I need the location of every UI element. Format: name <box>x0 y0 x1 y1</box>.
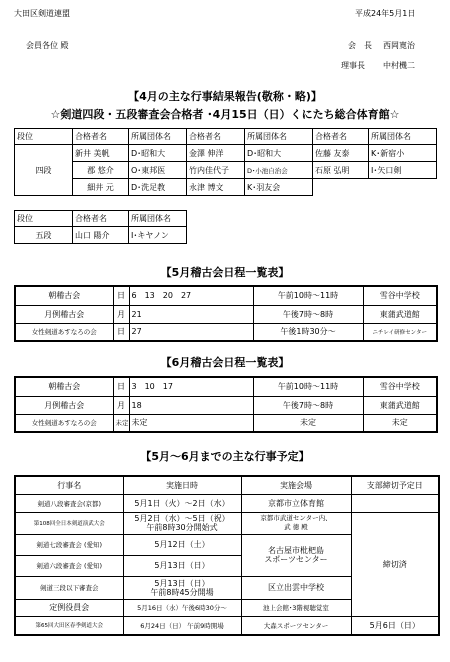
name-cell: 金澤 伸洋 <box>187 145 245 162</box>
report-title: 【4月の主な行事結果報告(敬称・略)】 <box>128 90 322 103</box>
weekday-cell: 月 <box>113 396 129 414</box>
event-venue-cell <box>241 534 351 576</box>
event-date-line: 午前8時45分開場 <box>150 587 214 597</box>
name-cell: 永津 博文 <box>187 179 245 196</box>
event-name-cell: 剣道八段審査会(京都) <box>15 494 123 512</box>
weekday-cell: 日 <box>113 377 129 396</box>
table-row <box>15 396 437 414</box>
table-row <box>15 145 437 162</box>
time-cell: 午前10時～11時 <box>253 377 363 396</box>
place-cell: ニチレイ研修センター <box>363 323 437 341</box>
header-cell: 支部締切予定日 <box>351 476 439 494</box>
name-cell: 竹内佳代子 <box>187 162 245 179</box>
name-cell: 石原 弘明 <box>313 162 369 179</box>
grade-cell: 四段 <box>15 145 73 196</box>
table-row <box>15 512 439 534</box>
event-venue-cell: 京都市立体育館 <box>241 494 351 512</box>
may-schedule-table <box>14 285 438 342</box>
weekday-cell: 未定 <box>113 414 129 432</box>
table-row <box>15 305 437 323</box>
deadline-cell: 5月6日（日） <box>351 616 439 635</box>
dates-cell: 21 <box>129 305 253 323</box>
weekday-cell: 日 <box>113 286 129 305</box>
event-date-cell <box>123 576 241 599</box>
weekday-cell: 日 <box>113 323 129 341</box>
header-cell: 段位 <box>15 211 73 227</box>
event-venue-cell: 区立出雲中学校 <box>241 576 351 599</box>
table-row <box>15 616 439 635</box>
event-date-line: 午前8時30分開始式 <box>146 523 218 532</box>
event-date-cell: 5月12日（土） <box>123 534 241 555</box>
header-cell: 段位 <box>15 129 73 145</box>
org-cell: D･洗足教 <box>129 179 187 196</box>
weekday-cell: 月 <box>113 305 129 323</box>
event-venue-line: 京都市武道センター内、 <box>260 514 332 522</box>
org-cell: O･東邦医 <box>129 162 187 179</box>
event-name-cell: 剣道三段以下審査会 <box>15 576 123 599</box>
grade-cell: 五段 <box>15 227 73 244</box>
june-schedule-table <box>14 376 438 433</box>
time-cell: 午後1時30分～ <box>253 323 363 341</box>
table-row <box>15 162 437 179</box>
table-row <box>15 179 437 196</box>
event-venue-cell: 池上会館･3階視聴覚室 <box>241 599 351 616</box>
event-name-cell: 女性剣道あすなろの会 <box>15 323 113 341</box>
dates-cell: 18 <box>129 396 253 414</box>
chair-name: 西岡寛治 <box>383 41 415 50</box>
header-cell: 所属団体名 <box>129 129 187 145</box>
event-date-cell: 6月24日（日） 午前9時開場 <box>123 616 241 635</box>
event-name-cell: 朝稽古会 <box>15 286 113 305</box>
org-cell: I･キヤノン <box>129 227 187 244</box>
event-date-cell: 5月16日（水）午後6時30分～ <box>123 599 241 616</box>
event-date-line: 5月2日（水）～5日（祝） <box>134 514 230 523</box>
event-date-line: 5月13日（日） <box>154 578 210 588</box>
event-name-cell: 朝稽古会 <box>15 377 113 396</box>
event-name-cell: 月例稽古会 <box>15 396 113 414</box>
empty-cell <box>369 179 437 196</box>
event-venue-line: 名古屋市枇杷島 <box>268 546 324 555</box>
may-schedule-title: 【5月稽古会日程一覧表】 <box>160 266 290 279</box>
event-name-cell: 女性剣道あすなろの会 <box>15 414 113 432</box>
yondan-table <box>14 128 437 196</box>
table-row <box>15 323 437 341</box>
header-cell: 合格者名 <box>313 129 369 145</box>
event-venue-cell <box>241 512 351 534</box>
event-name-cell: 剣道七段審査会 (愛知) <box>15 534 123 555</box>
time-cell: 未定 <box>253 414 363 432</box>
header-cell: 合格者名 <box>187 129 245 145</box>
event-date-cell: 5月1日（火）～2日（水） <box>123 494 241 512</box>
time-cell: 午後7時～8時 <box>253 396 363 414</box>
event-venue-line: スポーツセンター <box>264 555 328 564</box>
table-row <box>15 414 437 432</box>
name-cell: 佐藤 友泰 <box>313 145 369 162</box>
org-cell: D･昭和大 <box>129 145 187 162</box>
deadline-cell <box>351 494 439 512</box>
director-name: 中村機二 <box>383 61 415 70</box>
name-cell: 新井 美帆 <box>73 145 129 162</box>
org-cell: D･小池自治会 <box>245 162 313 179</box>
org-cell: K･羽友会 <box>245 179 313 196</box>
event-name-cell: 定例役員会 <box>15 599 123 616</box>
event-venue-cell: 大森スポーツセンター <box>241 616 351 635</box>
org-cell: K･新宿小 <box>369 145 437 162</box>
place-cell: 東蒲武道館 <box>363 305 437 323</box>
header-cell: 合格者名 <box>73 211 129 227</box>
header-cell: 実施日時 <box>123 476 241 494</box>
events-table <box>14 475 440 636</box>
time-cell: 午前10時～11時 <box>253 286 363 305</box>
issue-date: 平成24年5月1日 <box>355 9 416 18</box>
addressee: 会員各位 殿 <box>26 41 69 50</box>
place-cell: 雪谷中学校 <box>363 286 437 305</box>
event-date-cell: 5月13日（日） <box>123 555 241 576</box>
director-title: 理事長 <box>341 61 365 70</box>
empty-cell <box>313 179 369 196</box>
org-cell: D･昭和大 <box>245 145 313 162</box>
time-cell: 午後7時～8時 <box>253 305 363 323</box>
header-cell: 所属団体名 <box>369 129 437 145</box>
header-cell: 実施会場 <box>241 476 351 494</box>
event-venue-line: 武 徳 殿 <box>284 523 308 531</box>
name-cell: 郡 悠介 <box>73 162 129 179</box>
dates-cell: 27 <box>129 323 253 341</box>
org-name: 大田区剣道連盟 <box>14 9 70 18</box>
place-cell: 未定 <box>363 414 437 432</box>
events-title: 【5月～6月までの主な行事予定】 <box>140 450 310 463</box>
table-row <box>15 377 437 396</box>
june-schedule-title: 【6月稽古会日程一覧表】 <box>160 356 290 369</box>
deadline-merged-cell: 締切済 <box>351 512 439 616</box>
header-cell: 行事名 <box>15 476 123 494</box>
dates-cell: 3 10 17 <box>129 377 253 396</box>
table-row <box>15 286 437 305</box>
table-row <box>15 227 187 244</box>
org-cell: I･矢口剣 <box>369 162 437 179</box>
header-cell: 所属団体名 <box>245 129 313 145</box>
event-name-cell: 第108回全日本剣道演武大会 <box>15 512 123 534</box>
event-name-cell: 月例稽古会 <box>15 305 113 323</box>
place-cell: 東蒲武道館 <box>363 396 437 414</box>
dates-cell: 未定 <box>129 414 253 432</box>
header-cell: 所属団体名 <box>129 211 187 227</box>
place-cell: 雪谷中学校 <box>363 377 437 396</box>
event-name-cell: 第65回大田区春季剣道大会 <box>15 616 123 635</box>
name-cell: 山口 陽介 <box>73 227 129 244</box>
dates-cell: 6 13 20 27 <box>129 286 253 305</box>
table-row <box>15 494 439 512</box>
name-cell: 細井 元 <box>73 179 129 196</box>
report-subtitle: ☆剣道四段・五段審査会合格者 ･4月15日（日）くにたち総合体育館☆ <box>50 108 400 121</box>
event-date-cell <box>123 512 241 534</box>
header-cell: 合格者名 <box>73 129 129 145</box>
chair-title: 会 長 <box>348 41 372 50</box>
event-name-cell: 剣道六段審査会 (愛知) <box>15 555 123 576</box>
godan-table <box>14 210 187 244</box>
